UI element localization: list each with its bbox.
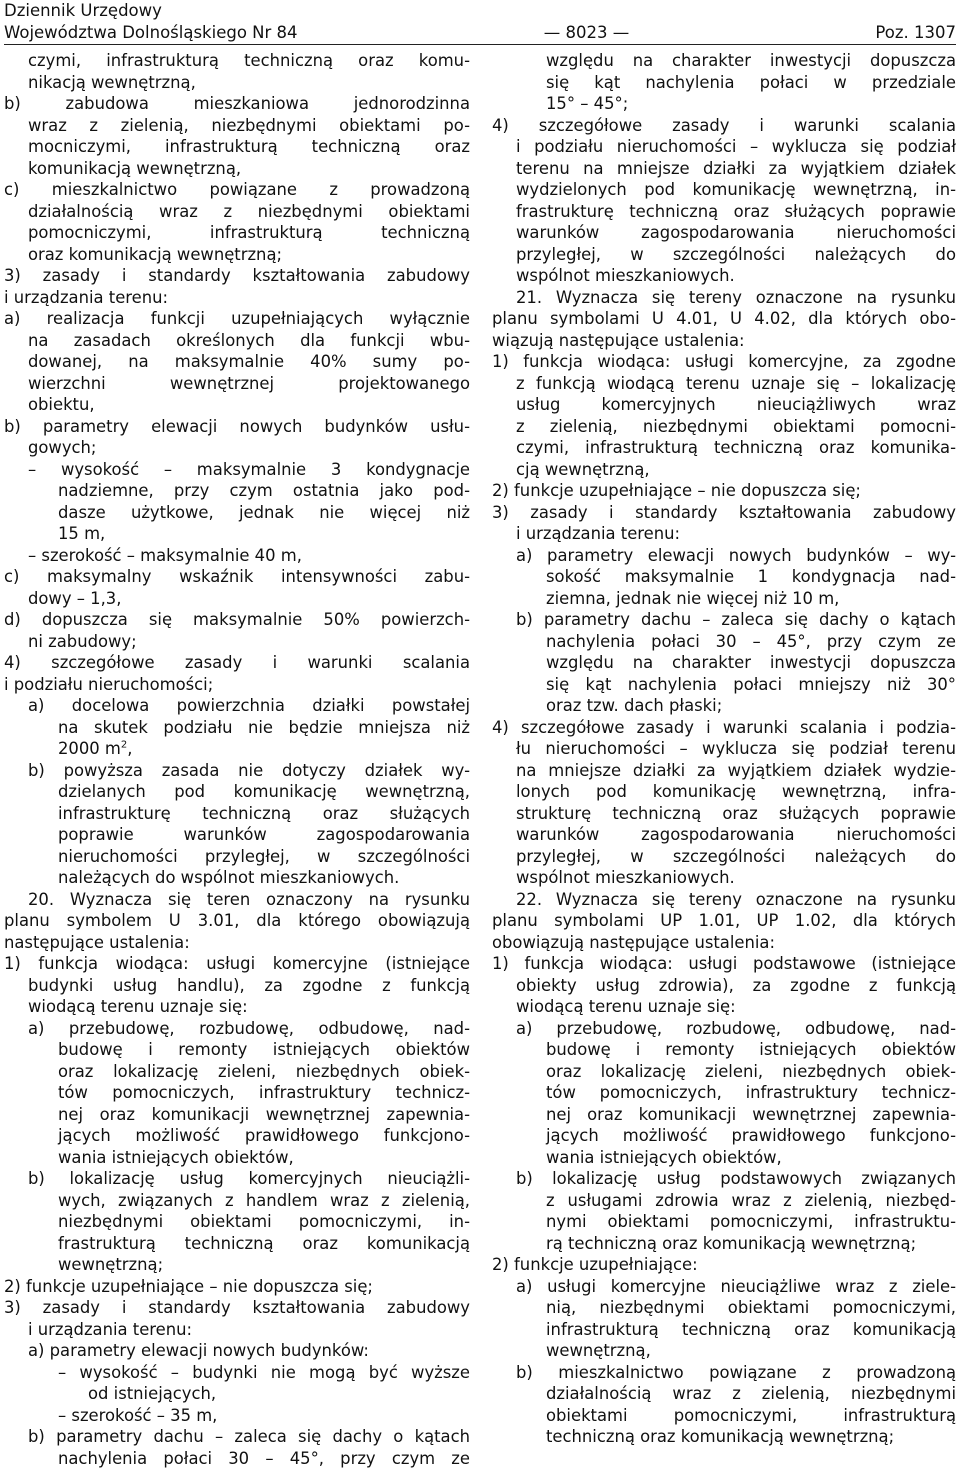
text-line: b) parametry dachu – zaleca się dachy o kątach [492,609,956,631]
text-line: i urządzania terenu: [4,287,470,309]
text-line: dasze użytkowe, jednak nie więcej niż [4,502,470,524]
text-line: nachylenia połaci 30 – 45°, przy czym ze [4,1448,470,1469]
text-line: na zasadach określonych dla funkcji wbu- [4,330,470,352]
text-line: mocniczymi, infrastrukturą techniczną oraz [4,136,470,158]
text-line: wych, związanych z handlem wraz z zielenią, [4,1190,470,1212]
text-line: strukturę techniczną oraz służących poprawie [492,803,956,825]
text-line: z zielenią, niezbędnymi obiektami pomocni- [492,416,956,438]
text-line: a) docelowa powierzchnia działki powstałej [4,695,470,717]
text-line: wania istniejących obiektów, [4,1147,470,1169]
text-line: ziemna, jednak nie więcej niż 10 m, [492,588,956,610]
right-column [492,50,956,1448]
text-line: infrastrukturą techniczną oraz komunikacją [492,1319,956,1341]
text-line: nej oraz komunikacji wewnętrznej zapewnia- [492,1104,956,1126]
text-line: należących do wspólnot mieszkaniowych. [4,867,470,889]
text-line: lonych pod komunikację wewnętrzną, infra- [492,781,956,803]
text-line: nej oraz komunikacji wewnętrznej zapewnia- [4,1104,470,1126]
text-line: komunikacją wewnętrzną, [4,158,470,180]
text-line: planu symbolem U 3.01, dla którego obowiązują [4,910,470,932]
text-line: 3) zasady i standardy kształtowania zabudowy [4,265,470,287]
text-line: budowę i remonty istniejących obiektów [4,1039,470,1061]
header-row [4,22,956,44]
text-line: wspólnot mieszkaniowych. [492,265,956,287]
text-line: i urządzania terenu: [492,523,956,545]
text-line: obiekty usług zdrowia), za zgodne z funkcją [492,975,956,997]
journal-subtitle: Województwa Dolnośląskiego Nr 84 [4,22,298,44]
text-line: dowanej, na maksymalnie 40% sumy po- [4,351,470,373]
text-line: frastrukturą techniczną oraz komunikacją [4,1233,470,1255]
text-line: dowy – 1,3, [4,588,470,610]
text-line: 1) funkcja wiodąca: usługi komercyjne (istniejące [4,953,470,975]
text-line: obiektu, [4,394,470,416]
text-line: niezbędnymi obiektami pomocniczymi, in- [4,1211,470,1233]
text-line: gowych; [4,437,470,459]
text-line: z usługami zdrowia wraz z zielenią, niezbęd- [492,1190,956,1212]
text-line: wierzchni wewnętrznej projektowanego [4,373,470,395]
text-line: 2) funkcje uzupełniające – nie dopuszcza się; [492,480,956,502]
text-line: przyległej, w szczególności należących do [492,244,956,266]
text-line: nią, niezbędnymi obiektami pomocniczymi, [492,1297,956,1319]
page-number: — 8023 — [544,22,629,44]
text-line: działalnością wraz z niezbędnymi obiektami [4,201,470,223]
text-line: czymi, infrastrukturą techniczną oraz komu- [4,50,470,72]
text-line: usług komercyjnych nieuciążliwych wraz [492,394,956,416]
text-line: – szerokość – maksymalnie 40 m, [4,545,470,567]
text-line: 3) zasady i standardy kształtowania zabudowy [492,502,956,524]
text-line: b) lokalizację usług komercyjnych nieuciążli- [4,1168,470,1190]
text-line: jących możliwość prawidłowego funkcjono- [4,1125,470,1147]
text-line: łu nieruchomości – wyklucza się podział terenu [492,738,956,760]
text-line: tów pomocniczych, infrastruktury technicz- [4,1082,470,1104]
text-line: się kąt nachylenia połaci mniejszy niż 30° [492,674,956,696]
text-line: b) lokalizację usług podstawowych związanych [492,1168,956,1190]
text-line: 1) funkcja wiodąca: usługi podstawowe (istniejące [492,953,956,975]
text-line: – wysokość – budynki nie mogą być wyższe [4,1362,470,1384]
text-line: wraz z zielenią, niezbędnymi obiektami po- [4,115,470,137]
superscript: 2 [121,740,127,751]
text-line: a) usługi komercyjne nieuciążliwe wraz z ziele- [492,1276,956,1298]
text-line: 22. Wyznacza się tereny oznaczone na rysunku [492,889,956,911]
text-line: względu na charakter inwestycji dopuszcza [492,50,956,72]
text-line: planu symbolami UP 1.01, UP 1.02, dla których [492,910,956,932]
text-line: wewnętrzną, [492,1340,956,1362]
text-line: wewnętrzną; [4,1254,470,1276]
text-line: a) przebudowę, rozbudowę, odbudowę, nad- [4,1018,470,1040]
text-line: budowę i remonty istniejących obiektów [492,1039,956,1061]
text-line: 2) funkcje uzupełniające – nie dopuszcza się; [4,1276,470,1298]
text-line: – szerokość – 35 m, [4,1405,470,1427]
text-line: 15 m, [4,523,470,545]
text-line: przyległej, w szczególności należących do [492,846,956,868]
text-line: oraz tzw. dach płaski; [492,695,956,717]
text-line: na skutek podziału nie będzie mniejsza niż [4,717,470,739]
text-line: jących możliwość prawidłowego funkcjono- [492,1125,956,1147]
text-line: nieruchomości przyległej, w szczególności [4,846,470,868]
text-line: 1) funkcja wiodąca: usługi komercyjne, za zgodne [492,351,956,373]
text-line: techniczną oraz komunikacją wewnętrzną; [492,1426,956,1448]
text-line: planu symbolami U 4.01, U 4.02, dla których obo- [492,308,956,330]
text-line: 2) funkcje uzupełniające: [492,1254,956,1276]
journal-title: Dziennik Urzędowy [4,0,956,22]
text-line: pomocniczymi, infrastrukturą techniczną [4,222,470,244]
text-line: cją wewnętrzną, [492,459,956,481]
text-line: warunków zagospodarowania nieruchomości [492,824,956,846]
text-line: od istniejących, [4,1383,470,1405]
text-line: rą techniczną oraz komunikacją wewnętrzną; [492,1233,956,1255]
text-line: i podziału nieruchomości; [4,674,470,696]
text-line: a) parametry elewacji nowych budynków – wy- [492,545,956,567]
text-line: i urządzania terenu: [4,1319,470,1341]
text-line: – wysokość – maksymalnie 3 kondygnacje [4,459,470,481]
text-line: wania istniejących obiektów, [492,1147,956,1169]
text-line: czymi, infrastrukturą techniczną oraz komunika- [492,437,956,459]
text-line: poprawie warunków zagospodarowania [4,824,470,846]
text-line: obowiązują następujące ustalenia: [492,932,956,954]
text-line: infrastrukturę techniczną oraz służących [4,803,470,825]
text-line: 21. Wyznacza się tereny oznaczone na rysunku [492,287,956,309]
text-line: ni zabudowy; [4,631,470,653]
text-line: względu na charakter inwestycji dopuszcza [492,652,956,674]
text-line: 4) szczegółowe zasady i warunki scalania [492,115,956,137]
text-line: nadziemne, przy czym ostatnia jako pod- [4,480,470,502]
text-line: c) maksymalny wskaźnik intensywności zabu- [4,566,470,588]
text-line: tów pomocniczych, infrastruktury technicz- [492,1082,956,1104]
text-line: a) przebudowę, rozbudowę, odbudowę, nad- [492,1018,956,1040]
text-line: warunków zagospodarowania nieruchomości [492,222,956,244]
text-line: 20. Wyznacza się teren oznaczony na rysunku [4,889,470,911]
text-line: c) mieszkalnictwo powiązane z prowadzoną [4,179,470,201]
text-line: wiodącą terenu uznaje się: [4,996,470,1018]
text-line: na mniejsze działki za wyjątkiem działek wydzie- [492,760,956,782]
text-line: się kąt nachylenia połaci w przedziale [492,72,956,94]
text-line: wydzielonych pod komunikację wewnętrzną, in- [492,179,956,201]
text-line: oraz komunikacją wewnętrzną; [4,244,470,266]
text-line: b) parametry dachu – zaleca się dachy o kątach [4,1426,470,1448]
page-header [4,0,956,45]
text-line: wiązują następujące ustalenia: [492,330,956,352]
text-line: terenu na mniejsze działki za wyjątkiem działek [492,158,956,180]
text-line: obiektami pomocniczymi, infrastrukturą [492,1405,956,1427]
text-line: b) mieszkalnictwo powiązane z prowadzoną [492,1362,956,1384]
left-column [4,50,470,1469]
text-line: b) powyższa zasada nie dotyczy działek wy- [4,760,470,782]
text-line: 3) zasady i standardy kształtowania zabudowy [4,1297,470,1319]
text-line: 2000 $m^2$, [4,738,470,760]
text-line: następujące ustalenia: [4,932,470,954]
text-line: oraz lokalizację zieleni, niezbędnych obiek- [4,1061,470,1083]
text-line: wspólnot mieszkaniowych. [492,867,956,889]
text-line: d) dopuszcza się maksymalnie 50% powierzch- [4,609,470,631]
text-line: sokość maksymalnie 1 kondygnacja nad- [492,566,956,588]
text-line: oraz lokalizację zieleni, niezbędnych obiek- [492,1061,956,1083]
text-line: b) zabudowa mieszkaniowa jednorodzinna [4,93,470,115]
text-line: dzielanych pod komunikację wewnętrzną, [4,781,470,803]
text-line: z funkcją wiodącą terenu uznaje się – lokalizację [492,373,956,395]
text-line: 4) szczegółowe zasady i warunki scalania [4,652,470,674]
text-line: 4) szczegółowe zasady i warunki scalania i podzia- [492,717,956,739]
text-line: nachylenia połaci 30 – 45°, przy czym ze [492,631,956,653]
text-line: i podziału nieruchomości – wyklucza się podział [492,136,956,158]
text-line: wiodącą terenu uznaje się: [492,996,956,1018]
text-line: b) parametry elewacji nowych budynków usłu- [4,416,470,438]
text-line: frastrukturę techniczną oraz służących poprawie [492,201,956,223]
text-line: a) realizacja funkcji uzupełniających wyłącznie [4,308,470,330]
text-line: budynki usług handlu), za zgodne z funkcją [4,975,470,997]
text-line: nymi obiektami pomocniczymi, infrastruktu- [492,1211,956,1233]
text-line: nikacją wewnętrzną, [4,72,470,94]
position-number: Poz. 1307 [875,22,956,44]
text-line: działalnością wraz z zielenią, niezbędnymi [492,1383,956,1405]
text-line: 15° – 45°; [492,93,956,115]
text-line: a) parametry elewacji nowych budynków: [4,1340,470,1362]
